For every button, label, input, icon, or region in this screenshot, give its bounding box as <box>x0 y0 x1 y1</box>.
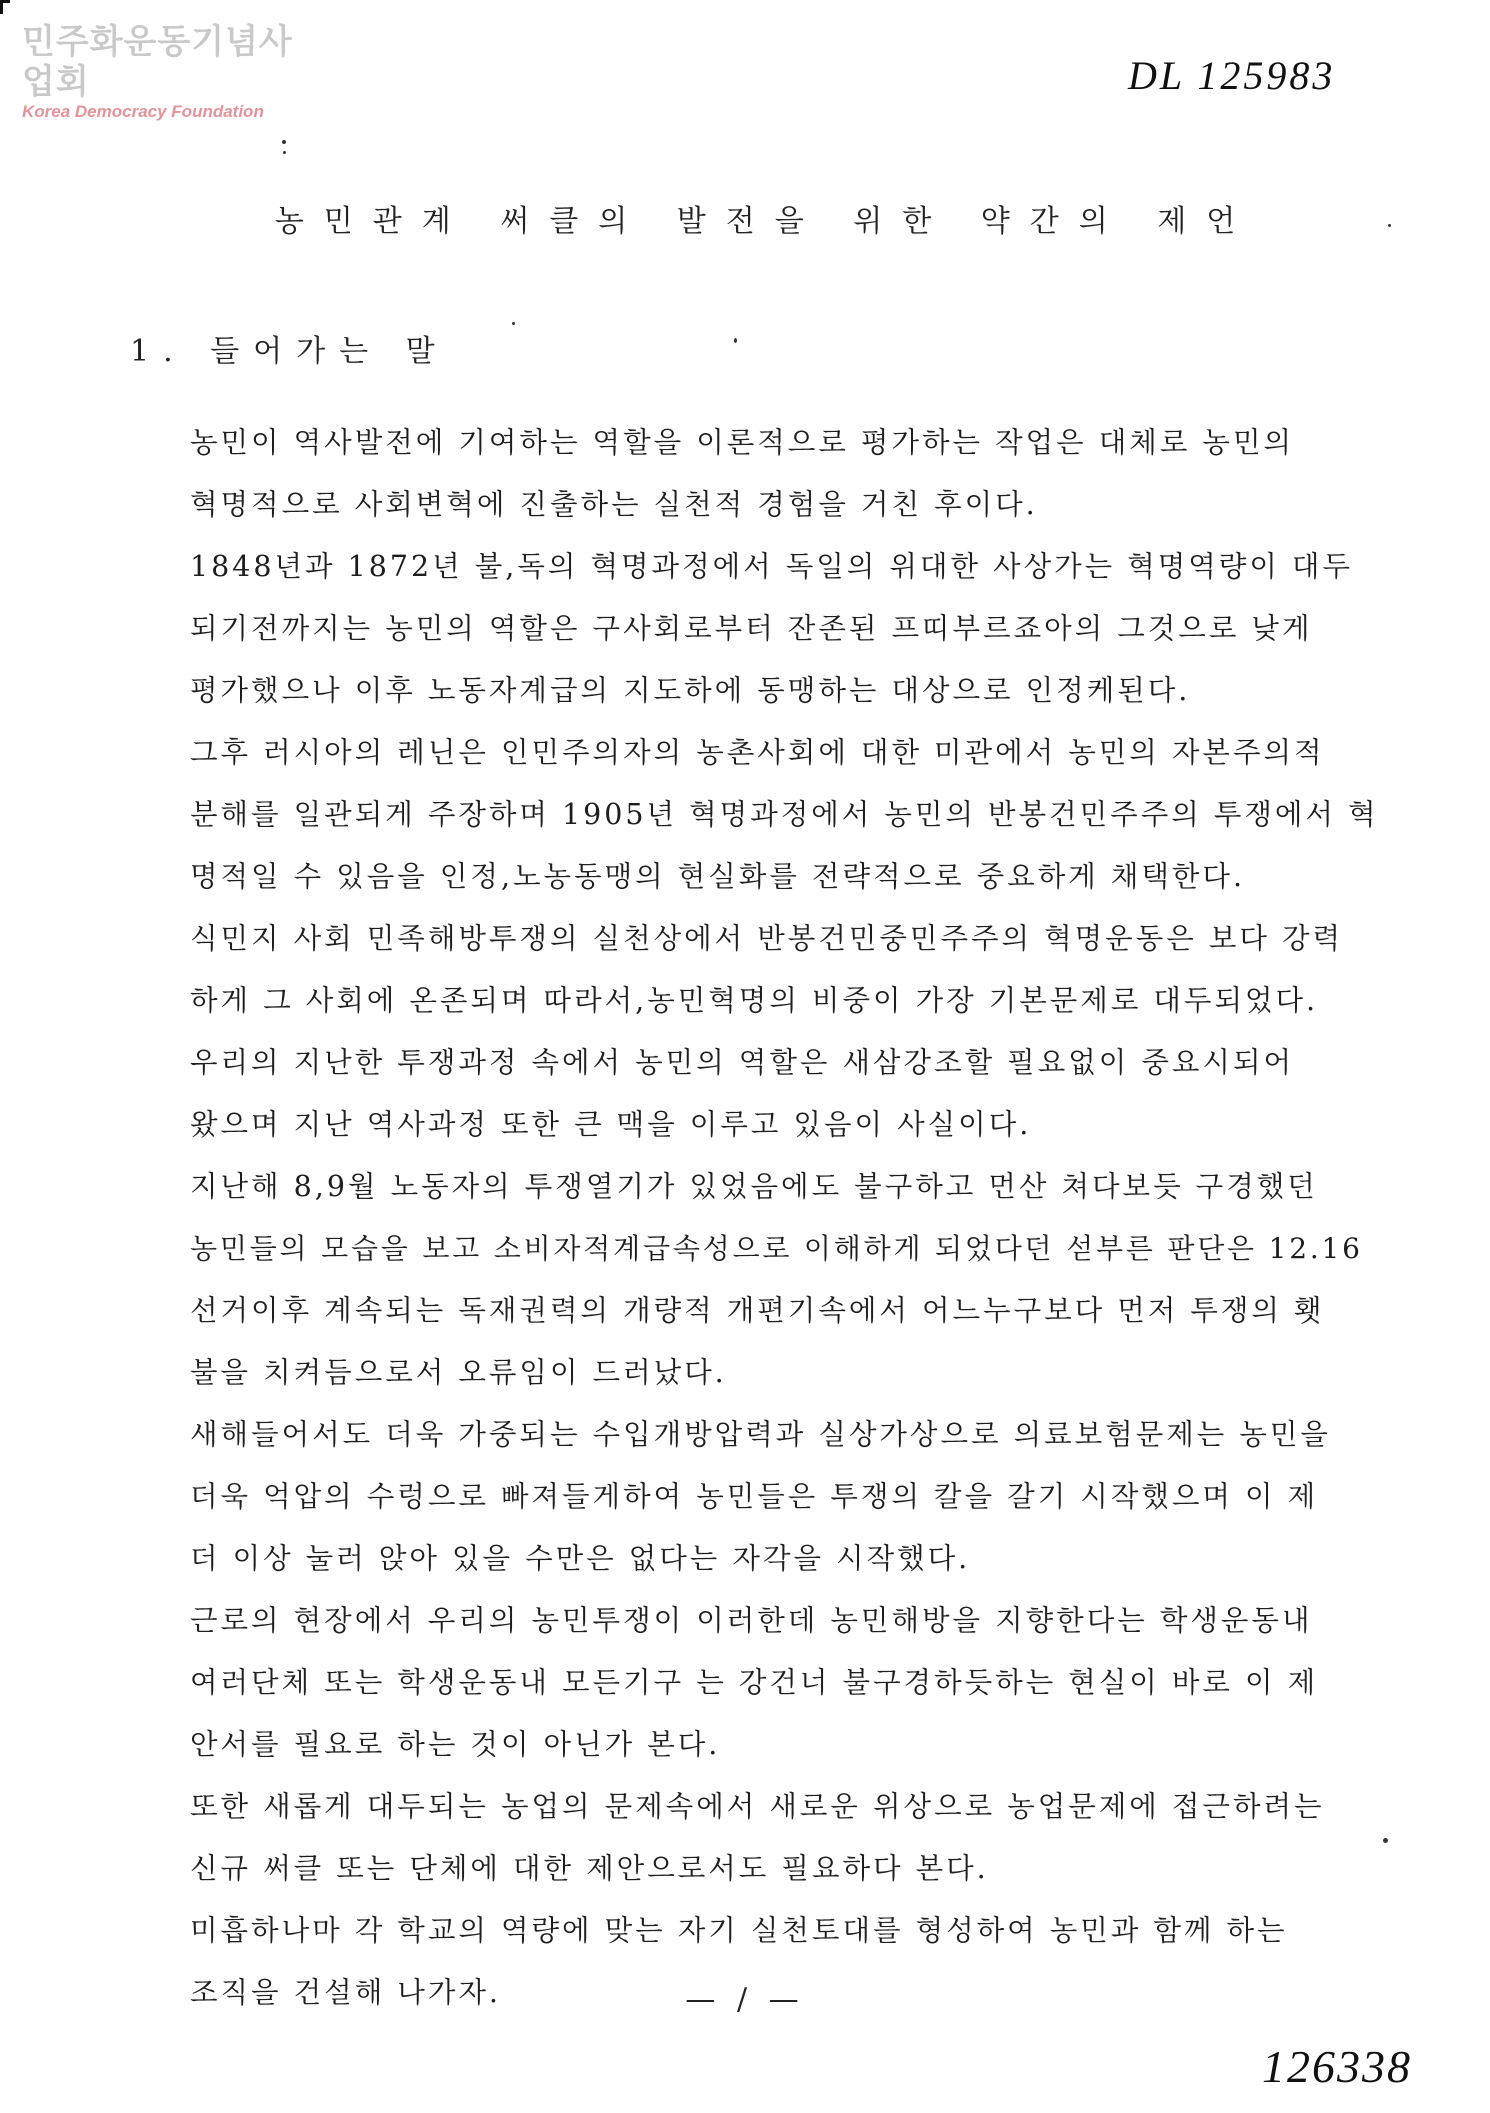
body-line: 신규 써클 또는 단체에 대한 제안으로서도 필요하다 본다. <box>190 1852 989 1885</box>
archive-number: 126338 <box>1262 2041 1412 2092</box>
body-line: 더욱 억압의 수렁으로 빠져들게하여 농민들은 투쟁의 칼을 갈기 시작했으며 이 제 <box>190 1480 1319 1513</box>
body-line: 조직을 건설해 나가자. <box>190 1976 501 2009</box>
body-line: 더 이상 눌러 앉아 있을 수만은 없다는 자각을 시작했다. <box>190 1542 971 1575</box>
organization-name-english: Korea Democracy Foundation <box>22 102 264 121</box>
body-line: 우리의 지난한 투쟁과정 속에서 농민의 역할은 새삼강조할 필요없이 중요시되어 <box>190 1046 1295 1079</box>
body-line: 명적일 수 있음을 인정,노농동맹의 현실화를 전략적으로 중요하게 채택한다. <box>190 860 1245 893</box>
page-number: — / — <box>685 1982 805 2017</box>
body-line: 하게 그 사회에 온존되며 따라서,농민혁명의 비중이 가장 기본문제로 대두되었다. <box>190 984 1319 1017</box>
scan-speck <box>734 338 737 343</box>
body-line: 안서를 필요로 하는 것이 아닌가 본다. <box>190 1728 721 1761</box>
body-line: 선거이후 계속되는 독재권력의 개량적 개편기속에서 어느누구보다 먼저 투쟁의 횃 <box>190 1294 1325 1327</box>
body-line: 농민들의 모습을 보고 소비자적계급속성으로 이해하게 되었다던 섣부른 판단은 12.16 <box>190 1232 1363 1265</box>
body-line: 또한 새롭게 대두되는 농업의 문제속에서 새로운 위상으로 농업문제에 접근하려는 <box>190 1790 1325 1823</box>
body-line: 여러단체 또는 학생운동내 모든기구 는 강건너 불구경하듯하는 현실이 바로 이 제 <box>190 1666 1319 1699</box>
page-title: 농민관계 써클의 발전을 위한 약간의 제언 <box>274 204 1256 239</box>
body-line: 평가했으나 이후 노동자계급의 지도하에 동맹하는 대상으로 인정케된다. <box>190 674 1191 707</box>
document-id: DL 125983 <box>1128 53 1336 98</box>
body-line: 새해들어서도 더욱 가중되는 수입개방압력과 실상가상으로 의료보험문제는 농민을 <box>190 1418 1331 1451</box>
body-line: 되기전까지는 농민의 역할은 구사회로부터 잔존된 프띠부르죠아의 그것으로 낮게 <box>190 612 1313 645</box>
body-line: 식민지 사회 민족해방투쟁의 실천상에서 반봉건민중민주주의 혁명운동은 보다 강력 <box>190 922 1344 955</box>
body-line: 분해를 일관되게 주장하며 1905년 혁명과정에서 농민의 반봉건민주주의 투쟁에서 혁 <box>190 798 1379 831</box>
body-line: 왔으며 지난 역사과정 또한 큰 맥을 이루고 있음이 사실이다. <box>190 1108 1032 1141</box>
organization-name-korean: 민주화운동기념사업회 <box>22 22 293 102</box>
section-heading: 1. 들어가는 말 <box>130 334 449 369</box>
body-line: 불을 치켜듬으로서 오류임이 드러났다. <box>190 1356 727 1389</box>
scan-corner-mark <box>0 0 10 14</box>
body-line: 지난해 8,9월 노동자의 투쟁열기가 있었음에도 불구하고 먼산 쳐다보듯 구경했던 <box>190 1170 1318 1203</box>
scan-speck <box>512 322 515 325</box>
body-line: 그후 러시아의 레닌은 인민주의자의 농촌사회에 대한 미관에서 농민의 자본주의적 <box>190 736 1325 769</box>
scan-speck <box>282 140 286 144</box>
body-line: 미흡하나마 각 학교의 역량에 맞는 자기 실천토대를 형성하여 농민과 함께 하는 <box>190 1914 1288 1947</box>
body-line: 농민이 역사발전에 기여하는 역할을 이론적으로 평가하는 작업은 대체로 농민의 <box>190 426 1295 459</box>
organization-logo <box>22 22 322 122</box>
scan-speck <box>283 151 286 154</box>
body-line: 혁명적으로 사회변혁에 진출하는 실천적 경험을 거친 후이다. <box>190 488 1038 521</box>
document-body <box>190 412 1390 2024</box>
body-line: 1848년과 1872년 불,독의 혁명과정에서 독일의 위대한 사상가는 혁명역량이 대두 <box>190 550 1353 583</box>
body-line: 근로의 현장에서 우리의 농민투쟁이 이러한데 농민해방을 지향한다는 학생운동내 <box>190 1604 1313 1637</box>
